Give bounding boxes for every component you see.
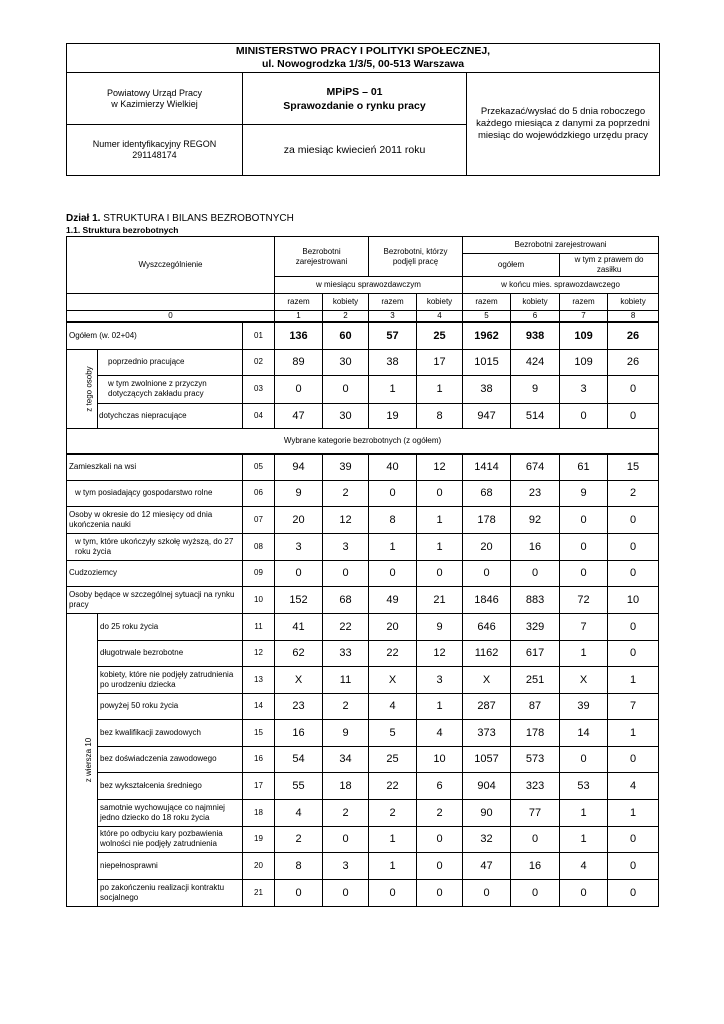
row-code: 04 — [243, 403, 275, 428]
row-code: 19 — [243, 826, 275, 852]
row-label: w tym, które ukończyły szkołę wyższą, do 27 roku życia — [67, 533, 243, 560]
cell: 7 — [608, 693, 659, 719]
regon-value: 291148174 — [132, 150, 177, 160]
cell: 68 — [323, 586, 369, 613]
ministry-title — [67, 44, 660, 73]
cell: 11 — [323, 666, 369, 693]
cell: 20 — [463, 533, 511, 560]
cell: 136 — [275, 322, 323, 349]
cell: 0 — [608, 375, 659, 403]
table-row — [67, 693, 659, 719]
cell: 0 — [417, 560, 463, 586]
row-label: które po odbyciu kary pozbawienia wolności nie podjęły zatrudnienia — [98, 826, 243, 852]
header-wyszczegolnienie: Wyszczególnienie — [67, 237, 275, 294]
cell: 0 — [369, 560, 417, 586]
cell: 152 — [275, 586, 323, 613]
cell: 1 — [560, 640, 608, 666]
cell: 1 — [369, 852, 417, 879]
cell: 0 — [560, 533, 608, 560]
cell: 77 — [511, 799, 560, 826]
cell: 9 — [323, 719, 369, 746]
row-label: powyżej 50 roku życia — [98, 693, 243, 719]
cell: 21 — [417, 586, 463, 613]
cell: 674 — [511, 454, 560, 480]
cell: 8 — [417, 403, 463, 428]
cell: 251 — [511, 666, 560, 693]
table-row — [67, 879, 659, 906]
cell: 32 — [463, 826, 511, 852]
row-label: bez wykształcenia średniego — [98, 772, 243, 799]
cell: 60 — [323, 322, 369, 349]
cell: 89 — [275, 349, 323, 375]
cell: 0 — [560, 560, 608, 586]
cell: 938 — [511, 322, 560, 349]
cell: 0 — [560, 746, 608, 772]
cell: 72 — [560, 586, 608, 613]
cell: 15 — [608, 454, 659, 480]
cell: 0 — [608, 852, 659, 879]
cell: 3 — [417, 666, 463, 693]
cell: 20 — [275, 506, 323, 533]
cell: 47 — [463, 852, 511, 879]
table-row — [67, 480, 659, 506]
table-row — [67, 666, 659, 693]
table-row — [67, 852, 659, 879]
cell: 54 — [275, 746, 323, 772]
cell: 4 — [608, 772, 659, 799]
cell: 39 — [323, 454, 369, 480]
cell: 3 — [323, 852, 369, 879]
column-number: 4 — [417, 311, 463, 323]
cell: 40 — [369, 454, 417, 480]
cell: 3 — [560, 375, 608, 403]
cell: 23 — [275, 693, 323, 719]
header-kobiety: kobiety — [323, 294, 369, 311]
row-label: Zamieszkali na wsi — [67, 454, 243, 480]
regon-cell — [67, 125, 243, 176]
row-label: długotrwale bezrobotne — [98, 640, 243, 666]
row-code: 08 — [243, 533, 275, 560]
cell: 55 — [275, 772, 323, 799]
cell: 2 — [323, 480, 369, 506]
cell: 14 — [560, 719, 608, 746]
cell: 9 — [275, 480, 323, 506]
cell: 904 — [463, 772, 511, 799]
cell: 4 — [275, 799, 323, 826]
cell: 62 — [275, 640, 323, 666]
cell: 0 — [463, 560, 511, 586]
office-line2: w Kazimierzy Wielkiej — [111, 98, 198, 109]
header-prawo-zasilku: w tym z prawem do zasiłku — [560, 254, 659, 277]
cell: 22 — [369, 640, 417, 666]
cell: 25 — [369, 746, 417, 772]
cell: 373 — [463, 719, 511, 746]
cell: 9 — [511, 375, 560, 403]
cell: 1 — [608, 799, 659, 826]
table-row — [67, 586, 659, 613]
row-label: kobiety, które nie podjęły zatrudnienia po urodzeniu dziecka — [98, 666, 243, 693]
cell: 0 — [608, 506, 659, 533]
cell: 2 — [417, 799, 463, 826]
cell: 573 — [511, 746, 560, 772]
row-label: dotychczas niepracujące — [98, 403, 243, 428]
table-row — [67, 613, 659, 640]
office-cell — [67, 73, 243, 125]
table-row — [67, 322, 659, 349]
row-code: 10 — [243, 586, 275, 613]
table-row — [67, 719, 659, 746]
cell: 1 — [417, 375, 463, 403]
cell: 1414 — [463, 454, 511, 480]
column-number: 0 — [67, 311, 275, 323]
period-cell — [243, 125, 467, 176]
cell: X — [463, 666, 511, 693]
cell: 0 — [323, 560, 369, 586]
cell: 47 — [275, 403, 323, 428]
cell: 41 — [275, 613, 323, 640]
table-row — [67, 772, 659, 799]
cell: 1 — [369, 826, 417, 852]
header-kobiety: kobiety — [417, 294, 463, 311]
cell: 3 — [323, 533, 369, 560]
cell: 1 — [369, 533, 417, 560]
cell: 10 — [608, 586, 659, 613]
cell: 0 — [511, 879, 560, 906]
cell: 2 — [608, 480, 659, 506]
cell: X — [560, 666, 608, 693]
cell: 19 — [369, 403, 417, 428]
cell: 2 — [369, 799, 417, 826]
cell: 1 — [417, 506, 463, 533]
cell: 0 — [511, 826, 560, 852]
cell: 38 — [369, 349, 417, 375]
cell: 4 — [417, 719, 463, 746]
cell: 4 — [369, 693, 417, 719]
row-code: 05 — [243, 454, 275, 480]
cell: 7 — [560, 613, 608, 640]
section-number: Dział 1. — [66, 213, 101, 224]
instruction-cell — [467, 73, 660, 176]
group-label-z-tego-osoby: z tego osoby — [67, 349, 98, 428]
row-code: 02 — [243, 349, 275, 375]
cell: 424 — [511, 349, 560, 375]
cell: 30 — [323, 403, 369, 428]
column-number: 3 — [369, 311, 417, 323]
cell: 1 — [417, 533, 463, 560]
row-label: Cudzoziemcy — [67, 560, 243, 586]
cell: 8 — [369, 506, 417, 533]
cell: 1 — [560, 799, 608, 826]
row-label: niepełnosprawni — [98, 852, 243, 879]
header-razem: razem — [560, 294, 608, 311]
cell: 12 — [417, 640, 463, 666]
cell: 0 — [275, 879, 323, 906]
cell: 109 — [560, 322, 608, 349]
cell: X — [275, 666, 323, 693]
table-row — [67, 403, 659, 428]
header-w-koncu: w końcu mies. sprawozdawczego — [463, 277, 659, 294]
form-cell — [243, 73, 467, 125]
row-code: 16 — [243, 746, 275, 772]
cell: 0 — [417, 879, 463, 906]
row-code: 12 — [243, 640, 275, 666]
cell: 178 — [463, 506, 511, 533]
cell: 1 — [608, 666, 659, 693]
cell: 0 — [608, 403, 659, 428]
header-w-miesiacu: w miesiącu sprawozdawczym — [275, 277, 463, 294]
cell: 0 — [608, 640, 659, 666]
cell: 0 — [275, 375, 323, 403]
cell: 53 — [560, 772, 608, 799]
cell: 0 — [417, 826, 463, 852]
ministry-line1: MINISTERSTWO PRACY I POLITYKI SPOŁECZNEJ, — [235, 45, 491, 57]
cell: 12 — [323, 506, 369, 533]
cell: 34 — [323, 746, 369, 772]
column-number: 5 — [463, 311, 511, 323]
form-header — [66, 43, 660, 176]
cell: 12 — [417, 454, 463, 480]
row-code: 07 — [243, 506, 275, 533]
regon-label: Numer identyfikacyjny REGON — [92, 139, 217, 149]
cell: 1 — [369, 375, 417, 403]
cell: 22 — [323, 613, 369, 640]
cell: X — [369, 666, 417, 693]
table-row — [67, 746, 659, 772]
row-code: 21 — [243, 879, 275, 906]
row-code: 06 — [243, 480, 275, 506]
row-label: do 25 roku życia — [98, 613, 243, 640]
cell: 8 — [275, 852, 323, 879]
cell: 0 — [560, 506, 608, 533]
table-row — [67, 826, 659, 852]
cell: 947 — [463, 403, 511, 428]
cell: 0 — [323, 375, 369, 403]
table-row — [67, 560, 659, 586]
cell: 1 — [608, 719, 659, 746]
office-line1: Powiatowy Urząd Pracy — [106, 87, 203, 98]
table-row — [67, 640, 659, 666]
cell: 329 — [511, 613, 560, 640]
cell: 0 — [369, 480, 417, 506]
cell: 22 — [369, 772, 417, 799]
row-code: 03 — [243, 375, 275, 403]
cell: 0 — [608, 613, 659, 640]
row-label: bez kwalifikacji zawodowych — [98, 719, 243, 746]
cell: 10 — [417, 746, 463, 772]
unemployment-structure-table — [66, 236, 659, 907]
row-label: w tym zwolnione z przyczyn dotyczących zakładu pracy — [98, 375, 243, 403]
instruction-text: Przekazać/wysłać do 5 dnia roboczego każdego miesiąca z danymi za poprzedni miesiąc do wojewódzkiego urzędu pracy — [476, 106, 650, 141]
cell: 2 — [275, 826, 323, 852]
cell: 39 — [560, 693, 608, 719]
header-podjeli-prace: Bezrobotni, którzy podjęli pracę — [369, 237, 463, 277]
row-code: 11 — [243, 613, 275, 640]
cell: 287 — [463, 693, 511, 719]
cell: 9 — [560, 480, 608, 506]
row-code: 09 — [243, 560, 275, 586]
row-code: 18 — [243, 799, 275, 826]
header-razem: razem — [463, 294, 511, 311]
cell: 16 — [511, 852, 560, 879]
table-row — [67, 454, 659, 480]
cell: 5 — [369, 719, 417, 746]
report-period: za miesiąc kwiecień 2011 roku — [283, 143, 426, 156]
cell: 4 — [560, 852, 608, 879]
cell: 87 — [511, 693, 560, 719]
cell: 0 — [560, 879, 608, 906]
cell: 18 — [323, 772, 369, 799]
form-title: Sprawozdanie o rynku pracy — [283, 99, 426, 112]
header-kobiety: kobiety — [511, 294, 560, 311]
cell: 1962 — [463, 322, 511, 349]
cell: 0 — [323, 826, 369, 852]
header-razem: razem — [275, 294, 323, 311]
group-label-z-wiersza-10: z wiersza 10 — [67, 613, 98, 906]
cell: 1 — [417, 693, 463, 719]
cell: 94 — [275, 454, 323, 480]
cell: 17 — [417, 349, 463, 375]
cell: 883 — [511, 586, 560, 613]
cell: 0 — [608, 560, 659, 586]
header-bezrobotni-zarejestrowani: Bezrobotni zarejestrowani — [275, 237, 369, 277]
cell: 26 — [608, 322, 659, 349]
subsection-title: 1.1. Struktura bezrobotnych — [66, 225, 179, 235]
row-label: bez doświadczenia zawodowego — [98, 746, 243, 772]
row-label: poprzednio pracujące — [98, 349, 243, 375]
row-label: Ogółem (w. 02+04) — [67, 322, 243, 349]
cell: 0 — [608, 879, 659, 906]
header-bezrobotni-zarejestrowani-end: Bezrobotni zarejestrowani — [463, 237, 659, 254]
cell: 90 — [463, 799, 511, 826]
cell: 1846 — [463, 586, 511, 613]
cell: 1015 — [463, 349, 511, 375]
cell: 68 — [463, 480, 511, 506]
row-code: 17 — [243, 772, 275, 799]
cell: 26 — [608, 349, 659, 375]
row-code: 14 — [243, 693, 275, 719]
column-number: 7 — [560, 311, 608, 323]
cell: 9 — [417, 613, 463, 640]
form-code: MPiPS – 01 — [326, 85, 383, 98]
row-label: samotnie wychowujące co najmniej jedno dziecko do 18 roku życia — [98, 799, 243, 826]
row-code: 01 — [243, 322, 275, 349]
cell: 323 — [511, 772, 560, 799]
cell: 49 — [369, 586, 417, 613]
cell: 2 — [323, 693, 369, 719]
header-razem: razem — [369, 294, 417, 311]
cell: 61 — [560, 454, 608, 480]
cell: 23 — [511, 480, 560, 506]
table-row — [67, 506, 659, 533]
row-code: 13 — [243, 666, 275, 693]
column-number: 1 — [275, 311, 323, 323]
cell: 33 — [323, 640, 369, 666]
cell: 3 — [275, 533, 323, 560]
cell: 514 — [511, 403, 560, 428]
column-number: 8 — [608, 311, 659, 323]
table-row — [67, 799, 659, 826]
cell: 109 — [560, 349, 608, 375]
cell: 16 — [275, 719, 323, 746]
header-blank — [67, 294, 275, 311]
column-number: 6 — [511, 311, 560, 323]
cell: 2 — [323, 799, 369, 826]
cell: 0 — [560, 403, 608, 428]
cell: 0 — [511, 560, 560, 586]
cell: 0 — [275, 560, 323, 586]
cell: 617 — [511, 640, 560, 666]
column-number: 2 — [323, 311, 369, 323]
row-label: po zakończeniu realizacji kontraktu socjalnego — [98, 879, 243, 906]
table-row — [67, 349, 659, 375]
cell: 6 — [417, 772, 463, 799]
cell: 0 — [463, 879, 511, 906]
cell: 92 — [511, 506, 560, 533]
cell: 1 — [560, 826, 608, 852]
cell: 57 — [369, 322, 417, 349]
table-row — [67, 375, 659, 403]
cell: 16 — [511, 533, 560, 560]
cell: 178 — [511, 719, 560, 746]
cell: 1162 — [463, 640, 511, 666]
cell: 0 — [369, 879, 417, 906]
row-label: Osoby w okresie do 12 miesięcy od dnia ukończenia nauki — [67, 506, 243, 533]
section-title — [66, 213, 294, 224]
row-code: 15 — [243, 719, 275, 746]
row-label: Osoby będące w szczególnej sytuacji na rynku pracy — [67, 586, 243, 613]
header-ogolem: ogółem — [463, 254, 560, 277]
cell: 0 — [323, 879, 369, 906]
cell: 20 — [369, 613, 417, 640]
cell: 1057 — [463, 746, 511, 772]
table-row — [67, 533, 659, 560]
cell: 38 — [463, 375, 511, 403]
cell: 0 — [608, 826, 659, 852]
cell: 0 — [417, 852, 463, 879]
row-label: w tym posiadający gospodarstwo rolne — [67, 480, 243, 506]
ministry-address: ul. Nowogrodzka 1/3/5, 00-513 Warszawa — [261, 58, 465, 70]
cell: 0 — [417, 480, 463, 506]
cell: 25 — [417, 322, 463, 349]
row-code: 20 — [243, 852, 275, 879]
cell: 0 — [608, 746, 659, 772]
cell: 0 — [608, 533, 659, 560]
cell: 30 — [323, 349, 369, 375]
header-kobiety: kobiety — [608, 294, 659, 311]
section-name: STRUKTURA I BILANS BEZROBOTNYCH — [100, 213, 294, 224]
cell: 646 — [463, 613, 511, 640]
selected-categories-heading: Wybrane kategorie bezrobotnych (z ogółem) — [67, 428, 659, 454]
